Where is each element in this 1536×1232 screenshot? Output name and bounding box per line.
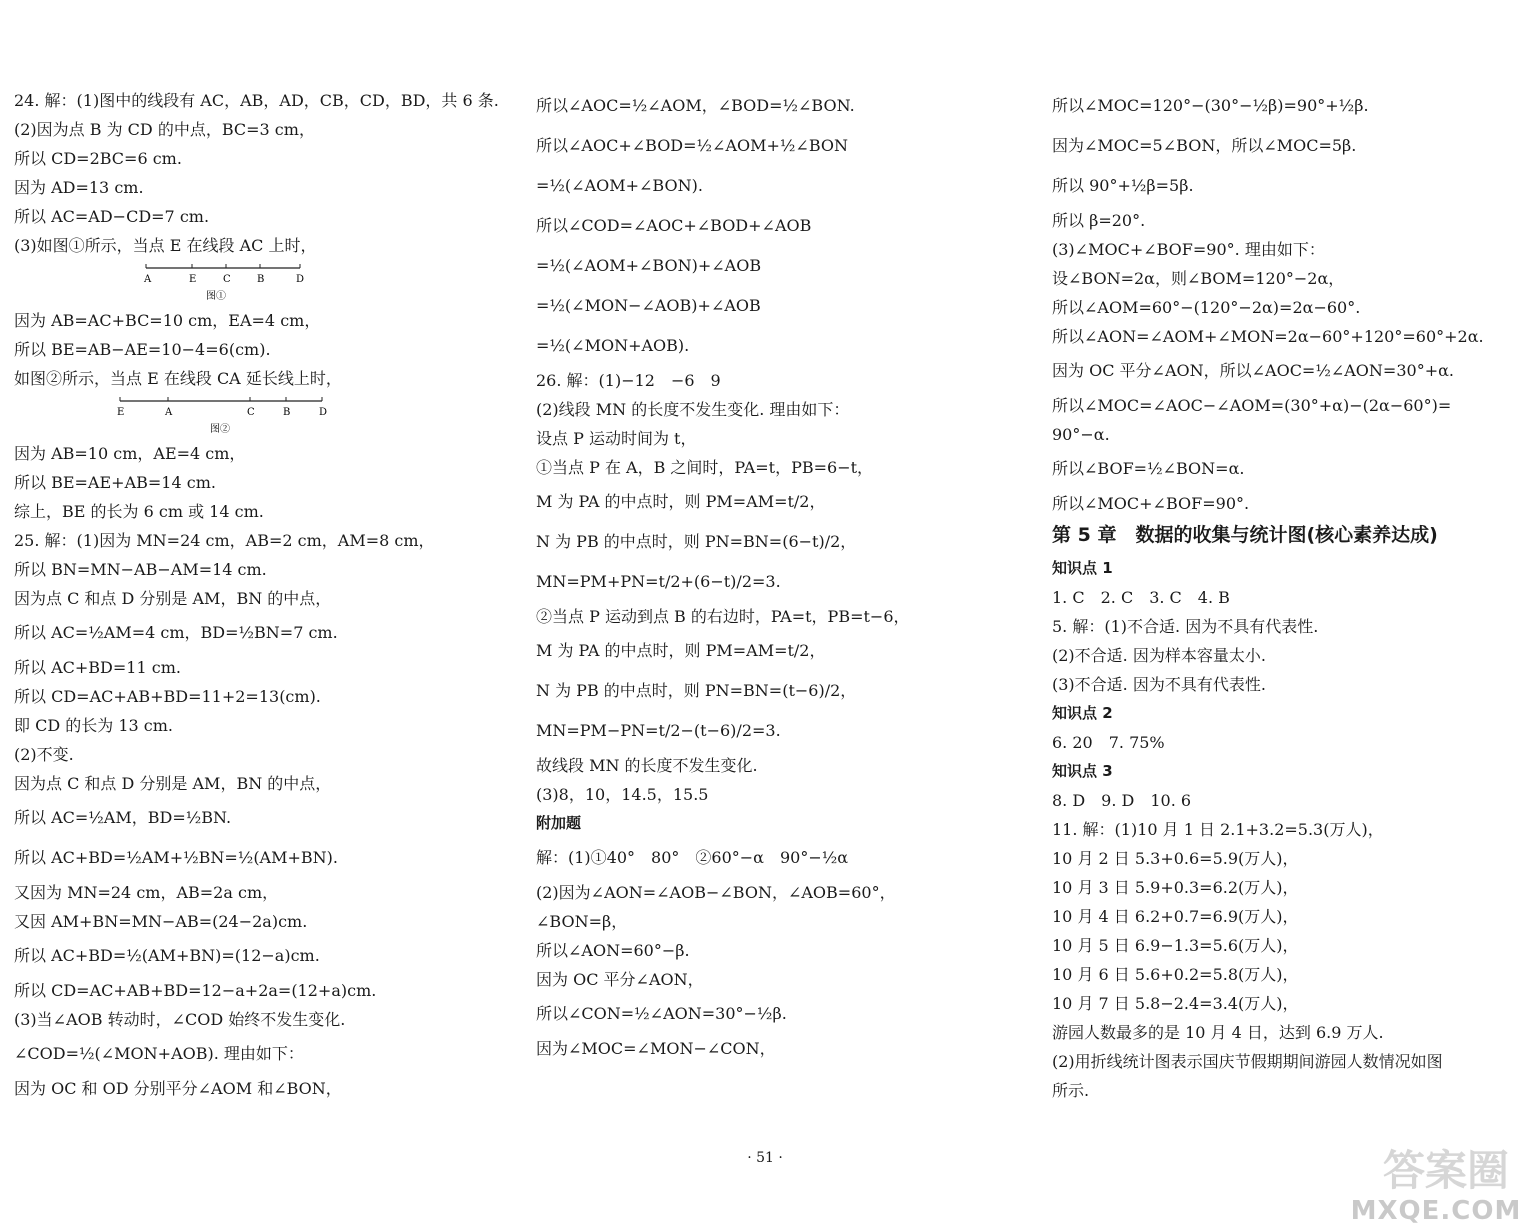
text-line: 25. 解：(1)因为 MN=24 cm，AB=2 cm，AM=8 cm，	[14, 531, 435, 550]
text-line: 因为 AB=10 cm，AE=4 cm，	[14, 444, 246, 463]
text-line: 所以 β=20°.	[1052, 211, 1146, 230]
text-line: 所以∠COD=∠AOC+∠BOD+∠AOB	[536, 216, 812, 235]
text-line: ∠COD=½(∠MON+AOB). 理由如下：	[14, 1044, 304, 1063]
section-heading: 知识点 2	[1052, 704, 1113, 722]
text-line: 所以 CD=AC+AB+BD=11+2=13(cm).	[14, 687, 321, 706]
text-line: (3)8，10，14.5，15.5	[536, 785, 709, 804]
text-line: =½(∠AOM+∠BON)+∠AOB	[536, 256, 762, 275]
point-label-a: A	[144, 274, 152, 285]
text-line: (2)不合适. 因为样本容量太小.	[1052, 646, 1266, 665]
point-label-b: B	[257, 274, 265, 285]
text-line: 所以 CD=2BC=6 cm.	[14, 149, 182, 168]
text-line: 因为∠MOC=5∠BON，所以∠MOC=5β.	[1052, 136, 1357, 155]
text-line: 所以 AC+BD=½AM+½BN=½(AM+BN).	[14, 848, 338, 867]
point-label-e: E	[117, 407, 125, 418]
figure-2	[14, 393, 514, 439]
text-line: 综上，BE 的长为 6 cm 或 14 cm.	[14, 502, 264, 521]
text-line: MN=PM−PN=t/2−(t−6)/2=3.	[536, 721, 781, 740]
point-label-c: C	[223, 274, 231, 285]
text-line: 所以∠MOC+∠BOF=90°.	[1052, 494, 1250, 513]
text-line: =½(∠MON−∠AOB)+∠AOB	[536, 296, 761, 315]
column-left	[14, 86, 514, 1103]
text-line: 10 月 3 日 5.9+0.3=6.2(万人)，	[1052, 878, 1299, 897]
text-line: (3)∠MOC+∠BOF=90°. 理由如下：	[1052, 240, 1325, 259]
text-line: 因为∠MOC=∠MON−∠CON，	[536, 1039, 776, 1058]
point-label-e: E	[189, 274, 197, 285]
text-line: 解：(1)①40° 80° ②60°−α 90°−½α	[536, 848, 849, 867]
text-line: 故线段 MN 的长度不发生变化.	[536, 756, 758, 775]
figure-1	[14, 260, 514, 306]
text-line: 所以∠MOC=120°−(30°−½β)=90°+½β.	[1052, 96, 1369, 115]
text-line: 5. 解：(1)不合适. 因为不具有代表性.	[1052, 617, 1319, 636]
text-line: 所以∠AOM=60°−(120°−2α)=2α−60°.	[1052, 298, 1361, 317]
text-line: ①当点 P 在 A，B 之间时，PA=t，PB=6−t，	[536, 458, 874, 477]
point-label-a: A	[165, 407, 173, 418]
figure-caption: 图②	[210, 424, 230, 435]
text-line: 因为 AD=13 cm.	[14, 178, 144, 197]
point-label-d: D	[319, 407, 328, 418]
text-line: (2)因为∠AON=∠AOB−∠BON，∠AOB=60°，	[536, 883, 896, 902]
text-line: (3)当∠AOB 转动时，∠COD 始终不发生变化.	[14, 1010, 346, 1029]
text-line: 所以 90°+½β=5β.	[1052, 176, 1194, 195]
text-line: 26. 解：(1)−12 −6 9	[536, 371, 721, 390]
text-line: 所以 BN=MN−AB−AM=14 cm.	[14, 560, 267, 579]
text-line: (2)线段 MN 的长度不发生变化. 理由如下：	[536, 400, 850, 419]
text-line: 因为 OC 平分∠AON，所以∠AOC=½∠AON=30°+α.	[1052, 361, 1454, 380]
page-number: · 51 ·	[747, 1150, 783, 1166]
text-line: 所以 BE=AB−AE=10−4=6(cm).	[14, 340, 271, 359]
text-line: 游园人数最多的是 10 月 4 日，达到 6.9 万人.	[1052, 1023, 1384, 1042]
text-line: (2)因为点 B 为 CD 的中点，BC=3 cm，	[14, 120, 315, 139]
text-line: 11. 解：(1)10 月 1 日 2.1+3.2=5.3(万人)，	[1052, 820, 1384, 839]
text-line: (2)不变.	[14, 745, 74, 764]
text-line: 所以 CD=AC+AB+BD=12−a+2a=(12+a)cm.	[14, 981, 377, 1000]
text-line: 所以∠AOC+∠BOD=½∠AOM+½∠BON	[536, 136, 849, 155]
text-line: 设∠BON=2α，则∠BOM=120°−2α，	[1052, 269, 1345, 288]
text-line: 所以∠AON=60°−β.	[536, 941, 690, 960]
text-line: 即 CD 的长为 13 cm.	[14, 716, 173, 735]
text-line: N 为 PB 的中点时，则 PN=BN=(6−t)/2，	[536, 532, 857, 551]
text-line: 因为 OC 平分∠AON，	[536, 970, 704, 989]
text-line: 所以 AC=½AM=4 cm，BD=½BN=7 cm.	[14, 623, 338, 642]
text-line: (2)用折线统计图表示国庆节假期期间游园人数情况如图	[1052, 1052, 1443, 1071]
text-line: 因为 AB=AC+BC=10 cm，EA=4 cm，	[14, 311, 321, 330]
text-line: 10 月 5 日 6.9−1.3=5.6(万人)，	[1052, 936, 1299, 955]
text-line: 所以 BE=AE+AB=14 cm.	[14, 473, 216, 492]
text-line: 6. 20 7. 75%	[1052, 733, 1165, 752]
watermark-logo	[1346, 1136, 1526, 1226]
figure-2-diagram	[14, 393, 344, 439]
text-line: 1. C 2. C 3. C 4. B	[1052, 588, 1230, 607]
text-line: (3)不合适. 因为不具有代表性.	[1052, 675, 1266, 694]
column-right	[1052, 86, 1522, 1105]
point-label-d: D	[296, 274, 305, 285]
text-line: 24. 解：(1)图中的线段有 AC，AB，AD，CB，CD，BD，共 6 条.	[14, 91, 499, 110]
section-heading: 知识点 3	[1052, 762, 1113, 780]
text-line: 如图②所示，当点 E 在线段 CA 延长线上时，	[14, 369, 342, 388]
text-line: 所以 AC+BD=11 cm.	[14, 658, 181, 677]
text-line: 所以 AC=½AM，BD=½BN.	[14, 808, 232, 827]
text-line: 10 月 4 日 6.2+0.7=6.9(万人)，	[1052, 907, 1299, 926]
text-line: 10 月 6 日 5.6+0.2=5.8(万人)，	[1052, 965, 1299, 984]
text-line: 10 月 7 日 5.8−2.4=3.4(万人)，	[1052, 994, 1299, 1013]
watermark-glyph: 答案圈	[1382, 1146, 1509, 1195]
watermark-text: MXQE.COM	[1350, 1196, 1522, 1226]
figure-1-diagram	[14, 260, 314, 306]
figure-caption: 图①	[206, 291, 226, 302]
point-label-b: B	[283, 407, 291, 418]
text-line: =½(∠AOM+∠BON).	[536, 176, 703, 195]
section-heading: 知识点 1	[1052, 559, 1113, 577]
text-line: =½(∠MON+AOB).	[536, 336, 690, 355]
text-line: 所以∠BOF=½∠BON=α.	[1052, 459, 1245, 478]
text-line: MN=PM+PN=t/2+(6−t)/2=3.	[536, 572, 781, 591]
text-line: 10 月 2 日 5.3+0.6=5.9(万人)，	[1052, 849, 1299, 868]
text-line: 因为点 C 和点 D 分别是 AM，BN 的中点，	[14, 774, 332, 793]
chapter-heading: 第 5 章 数据的收集与统计图(核心素养达成)	[1052, 524, 1438, 546]
text-line: 所以 AC=AD−CD=7 cm.	[14, 207, 210, 226]
text-line: 所以∠AOC=½∠AOM，∠BOD=½∠BON.	[536, 96, 855, 115]
text-line: 所以∠AON=∠AOM+∠MON=2α−60°+120°=60°+2α.	[1052, 327, 1484, 346]
text-line: N 为 PB 的中点时，则 PN=BN=(t−6)/2，	[536, 681, 857, 700]
text-line: 所以∠CON=½∠AON=30°−½β.	[536, 1004, 787, 1023]
text-line: 设点 P 运动时间为 t，	[536, 429, 697, 448]
section-heading-bonus: 附加题	[536, 814, 582, 832]
text-line: ∠BON=β，	[536, 912, 628, 931]
text-line: 又因为 MN=24 cm，AB=2a cm，	[14, 883, 279, 902]
text-line: 因为 OC 和 OD 分别平分∠AOM 和∠BON，	[14, 1079, 342, 1098]
text-line: ②当点 P 运动到点 B 的右边时，PA=t，PB=t−6，	[536, 607, 910, 626]
column-middle	[536, 86, 1024, 1063]
text-line: 又因 AM+BN=MN−AB=(24−2a)cm.	[14, 912, 308, 931]
text-line: 8. D 9. D 10. 6	[1052, 791, 1192, 810]
point-label-c: C	[247, 407, 255, 418]
text-line: 所以∠MOC=∠AOC−∠AOM=(30°+α)−(2α−60°)=	[1052, 396, 1452, 415]
text-line: 所以 AC+BD=½(AM+BN)=(12−a)cm.	[14, 946, 320, 965]
text-line: M 为 PA 的中点时，则 PM=AM=t/2，	[536, 641, 826, 660]
text-line: M 为 PA 的中点时，则 PM=AM=t/2，	[536, 492, 826, 511]
text-line: 所示.	[1052, 1081, 1090, 1100]
text-line: 90°−α.	[1052, 425, 1110, 444]
text-line: (3)如图①所示，当点 E 在线段 AC 上时，	[14, 236, 317, 255]
text-line: 因为点 C 和点 D 分别是 AM，BN 的中点，	[14, 589, 332, 608]
